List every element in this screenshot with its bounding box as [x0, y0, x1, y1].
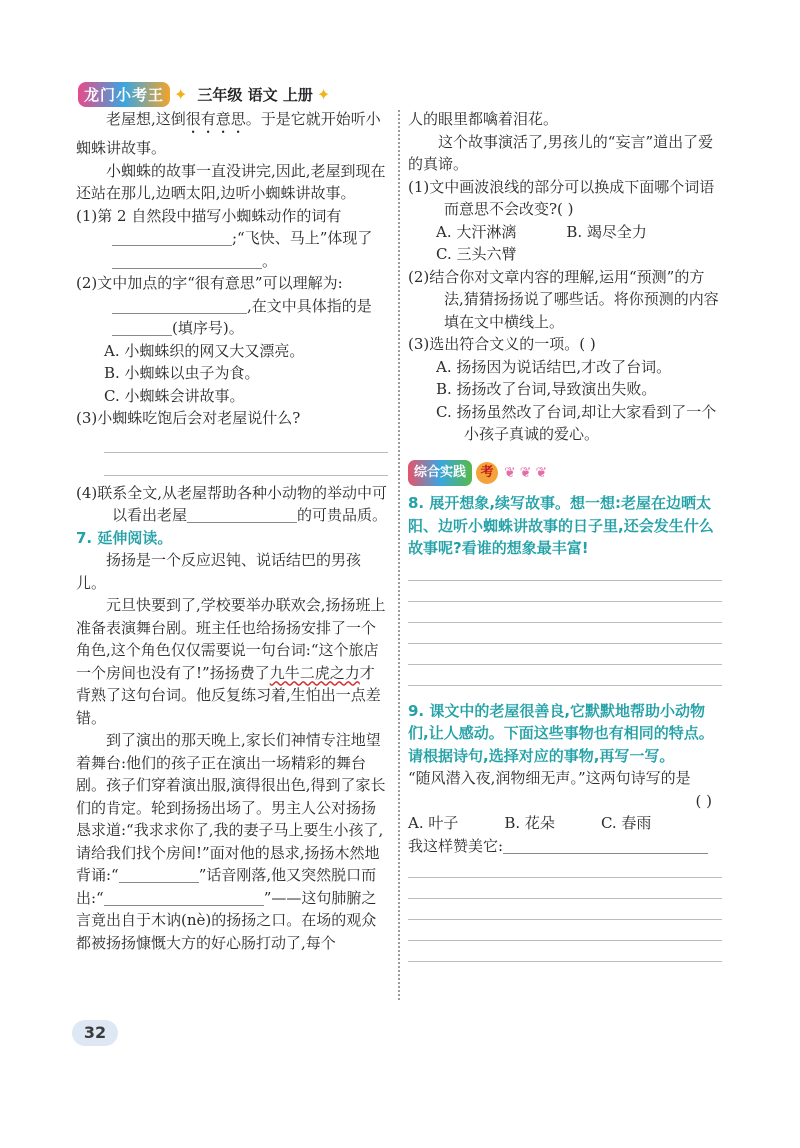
grade-title: 三年级 语文 上册 [197, 85, 313, 104]
option: C. 小蜘蛛会讲故事。 [104, 386, 245, 405]
answer-line[interactable] [408, 941, 722, 962]
answer-line[interactable] [408, 899, 722, 920]
section-7-title: 7. 延伸阅读。 [76, 528, 173, 547]
practice-badge [408, 460, 722, 487]
answer-line[interactable] [408, 920, 722, 941]
answer-line[interactable] [408, 560, 722, 581]
option: C. 春雨 [600, 814, 652, 832]
story-paragraph: 这个故事演活了,男孩儿的“妄言”道出了爱的真谛。 [408, 132, 714, 173]
exam-icon: 考 [476, 462, 498, 484]
option: A. 大汗淋漓 [436, 222, 517, 241]
options-row [408, 221, 722, 244]
section-9-title: 9. 课文中的老屋很善良,它默默地帮助小动物们,让人感动。下面这些事物也有相同的特点。请根据诗句,选择对应的事物,再写一写。 [408, 701, 714, 765]
option: A. 扬扬因为说话结巴,才改了台词。 [436, 357, 672, 376]
option: B. 竭尽全力 [566, 222, 647, 241]
star-icon: ✦ [316, 84, 331, 104]
answer-line[interactable] [104, 453, 388, 476]
butterfly-icon: ❦❦❦ [504, 464, 552, 481]
question-2: (2)结合你对文章内容的理解,运用“预测”的方法,猜猜扬扬说了哪些话。将你预测的内容填在文中横线上。 [408, 267, 719, 331]
series-logo: 龙门小考王 [78, 82, 170, 107]
answer-line[interactable] [408, 602, 722, 623]
answer-blank[interactable] [119, 866, 199, 883]
answer-line[interactable] [408, 623, 722, 644]
answer-blank[interactable] [112, 319, 172, 336]
answer-line[interactable] [408, 644, 722, 665]
wavy-phrase: 九牛二虎之力 [269, 663, 360, 682]
story-paragraph: 扬扬是一个反应迟钝、说话结巴的男孩儿。 [76, 551, 362, 592]
option: B. 花朵 [504, 814, 555, 832]
question-4: (4)联系全文,从老屋帮助各种小动物的举动中可以看出老屋 的可贵品质。 [76, 483, 388, 524]
dotted-phrase: 很有意思 [185, 110, 246, 128]
answer-blank[interactable] [187, 506, 297, 523]
answer-line[interactable] [408, 857, 722, 878]
column-divider [398, 110, 400, 1000]
answer-blank[interactable] [112, 297, 247, 314]
poem-question: “随风潜入夜,润物细无声。”这两句诗写的是 [408, 769, 691, 787]
option: C. 扬扬虽然改了台词,却让大家看到了一个小孩子真诚的爱心。 [436, 402, 717, 443]
question-3: (3)选出符合文义的一项。( ) [408, 335, 596, 353]
answer-line[interactable] [408, 581, 722, 602]
left-column [76, 108, 388, 954]
passage-paragraph: 小蜘蛛的故事一直没讲完,因此,老屋到现在还站在那儿,边晒太阳,边听小蜘蛛讲故事。 [76, 161, 386, 202]
story-continuation: 人的眼里都噙着泪花。 [408, 110, 559, 128]
section-8-title: 8. 展开想象,续写故事。想一想:老屋在边晒太阳、边听小蜘蛛讲故事的日子里,还会发生什么故事呢?看谁的想象最丰富! [408, 494, 714, 557]
answer-line[interactable] [408, 665, 722, 686]
answer-blank[interactable] [112, 229, 232, 246]
star-icon: ✦ [174, 84, 188, 104]
page-header [78, 80, 408, 108]
answer-line[interactable] [104, 430, 388, 453]
answer-blank[interactable] [104, 889, 264, 906]
answer-line[interactable] [408, 878, 722, 899]
option: A. 叶子 [408, 814, 459, 832]
question-1: (1)第 2 自然段中描写小蜘蛛动作的词有;“飞快、马上”体现了。 [76, 206, 373, 270]
answer-blank[interactable] [112, 252, 262, 269]
answer-paren[interactable]: ( ) [695, 791, 712, 810]
story-paragraph: 元旦快要到了,学校要举办联欢会,扬扬班上准备表演舞台剧。班主任也给扬扬安排了一个角色,这个角色仅仅需要说一句台词:“这个旅店一个房间也没有了!”扬扬费了九牛二虎之力才背熟了这句台词。他反复练习着,生怕出一点差错。 [76, 596, 386, 727]
passage-paragraph: 老屋想,这倒很有意思。于是它就开始听小蜘蛛讲故事。 [76, 110, 381, 157]
option: B. 扬扬改了台词,导致演出失败。 [436, 380, 657, 398]
story-paragraph: 到了演出的那天晚上,家长们神情专注地望着舞台:他们的孩子正在演出一场精彩的舞台剧。孩子们穿着演出服,演得很出色,得到了家长们的肯定。轮到扬扬出场了。男主人公对扬扬恳求道:“我求求你了,我的妻子马上要生小孩了,请给我们找个房间!”面对他的恳求,扬扬木然地背诵:“ ”话音刚落,他又突然脱口而出:“ ”——这句肺腑之言竟出自于木讷(nè)的扬扬之口。在场的观众都被扬扬慷慨大方的好心肠打动了,每个 [76, 731, 386, 952]
right-column [408, 108, 722, 962]
option: C. 三头六臂 [436, 245, 517, 263]
question-2: (2)文中加点的字“很有意思”可以理解为:,在文中具体指的是(填序号)。 [76, 274, 372, 337]
options-row [408, 812, 722, 835]
option: B. 小蜘蛛以虫子为食。 [104, 364, 260, 382]
praise-prompt: 我这样赞美它: [408, 835, 722, 858]
answer-blank[interactable] [503, 837, 708, 854]
question-1: (1)文中画波浪线的部分可以换成下面哪个词语而意思不会改变?( ) [408, 177, 715, 218]
question-3: (3)小蜘蛛吃饱后会对老屋说什么? [76, 409, 301, 427]
practice-label: 综合实践 [408, 460, 472, 487]
option: A. 小蜘蛛织的网又大又漂亮。 [104, 341, 305, 360]
page-number: 32 [72, 1020, 118, 1046]
